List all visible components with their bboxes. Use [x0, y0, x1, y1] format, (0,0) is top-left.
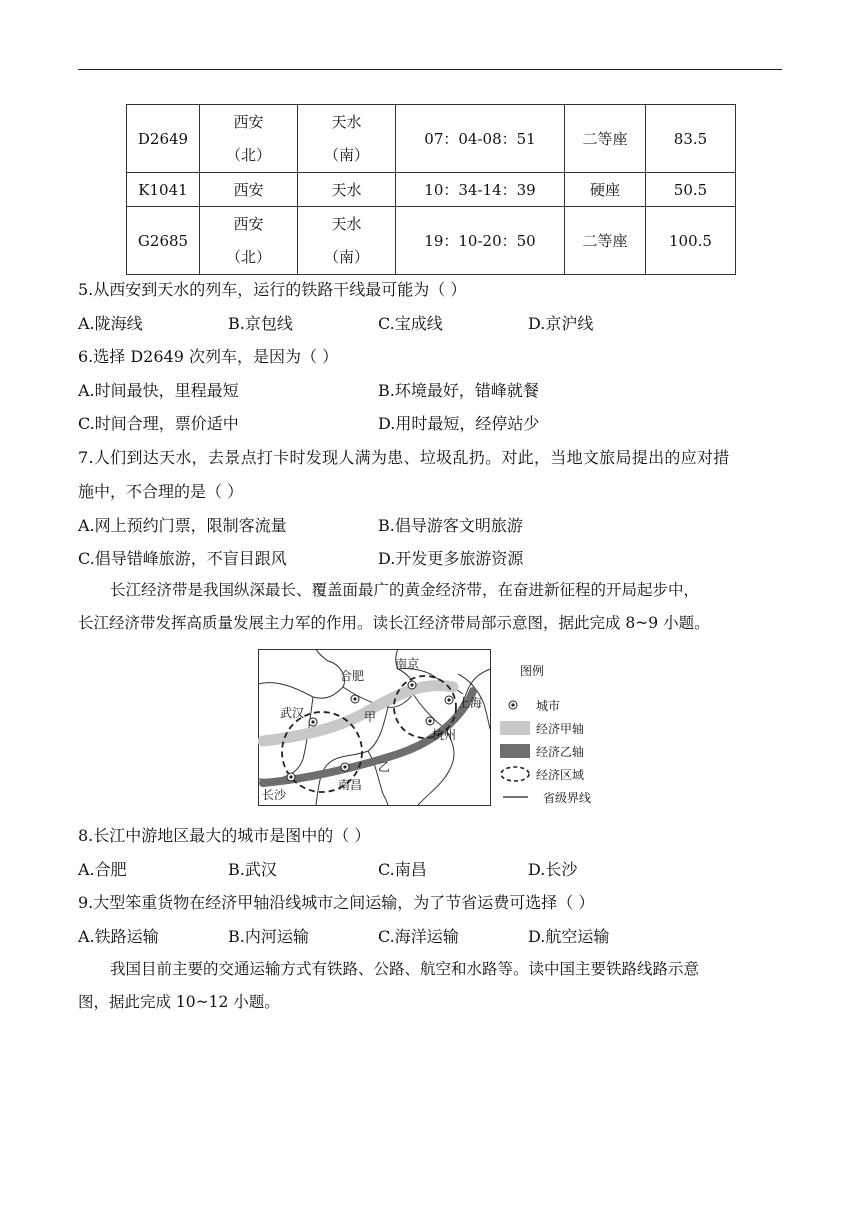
- train-schedule-table: [126, 104, 736, 275]
- legend-axis-yi: 经济乙轴: [536, 745, 585, 759]
- q9-option-b[interactable]: B.内河运输: [228, 927, 309, 946]
- legend-swatch-jia: [500, 721, 530, 735]
- q9-option-a[interactable]: A.铁路运输: [78, 927, 159, 946]
- time-range: 19：10-20：50: [396, 207, 565, 275]
- q9-option-d[interactable]: D.航空运输: [528, 927, 610, 946]
- q7-option-b[interactable]: B.倡导游客文明旅游: [378, 516, 523, 535]
- question-9-stem: 9.大型笨重货物在经济甲轴沿线城市之间运输，为了节省运费可选择（ ）: [78, 893, 595, 912]
- axis-label-yi: 乙: [378, 760, 391, 774]
- q5-option-a[interactable]: A.陇海线: [78, 314, 143, 333]
- arrival-station: 天水 （南）: [298, 207, 396, 275]
- legend-city: 城市: [536, 699, 561, 713]
- train-number: K1041: [127, 173, 200, 207]
- ticket-price: 100.5: [646, 207, 736, 275]
- question-8-stem: 8.长江中游地区最大的城市是图中的（ ）: [78, 826, 371, 845]
- city-label-wuhan: 武汉: [280, 706, 305, 720]
- legend-axis-jia: 经济甲轴: [536, 722, 585, 736]
- q7-option-d[interactable]: D.开发更多旅游资源: [378, 549, 524, 568]
- table-row: [127, 105, 736, 173]
- arrival-station: 天水 （南）: [298, 105, 396, 173]
- q5-option-c[interactable]: C.宝成线: [378, 314, 443, 333]
- q8-option-c[interactable]: C.南昌: [378, 860, 427, 879]
- departure-station: 西安 （北）: [200, 105, 298, 173]
- map-legend: [500, 663, 591, 805]
- seat-class: 二等座: [565, 105, 646, 173]
- ticket-price: 50.5: [646, 173, 736, 207]
- q5-option-b[interactable]: B.京包线: [228, 314, 293, 333]
- question-5-stem: 5.从西安到天水的列车，运行的铁路干线最可能为（ ）: [78, 280, 467, 299]
- train-number: G2685: [127, 207, 200, 275]
- city-label-nanchang: 南昌: [338, 778, 363, 792]
- passage-1-line-2: 长江经济带发挥高质量发展主力军的作用。读长江经济带局部示意图，据此完成 8~9 小题。: [78, 614, 710, 632]
- legend-boundary: 省级界线: [543, 791, 592, 805]
- q7-option-a[interactable]: A.网上预约门票，限制客流量: [78, 516, 287, 535]
- q8-option-a[interactable]: A.合肥: [78, 860, 127, 879]
- passage-1-line-1: 长江经济带是我国纵深最长、覆盖面最广的黄金经济带，在奋进新征程的开局起步中，: [110, 581, 700, 599]
- axis-label-jia: 甲: [364, 710, 377, 724]
- question-7-stem: 7.人们到达天水，去景点打卡时发现人满为患、垃圾乱扔。对此，当地文旅局提出的应对措: [78, 448, 730, 467]
- arrival-station: 天水: [298, 173, 396, 207]
- passage-2-line-2: 图，据此完成 10~12 小题。: [78, 993, 280, 1011]
- q6-option-d[interactable]: D.用时最短，经停站少: [378, 414, 540, 433]
- q6-option-b[interactable]: B.环境最好，错峰就餐: [378, 381, 539, 400]
- time-range: 07：04-08：51: [396, 105, 565, 173]
- q9-option-c[interactable]: C.海洋运输: [378, 927, 459, 946]
- q8-option-b[interactable]: B.武汉: [228, 860, 277, 879]
- city-label-hangzhou: 杭州: [432, 728, 457, 742]
- ticket-price: 83.5: [646, 105, 736, 173]
- legend-swatch-yi: [500, 744, 530, 758]
- departure-station: 西安: [200, 173, 298, 207]
- legend-swatch-region: [501, 767, 529, 781]
- legend-region: 经济区域: [536, 768, 585, 782]
- question-7-stem-cont: 施中，不合理的是（ ）: [78, 482, 244, 501]
- table-row: [127, 173, 736, 207]
- q7-option-c[interactable]: C.倡导错峰旅游，不盲目跟风: [78, 549, 287, 568]
- city-label-changsha: 长沙: [262, 788, 287, 802]
- q6-option-a[interactable]: A.时间最快，里程最短: [78, 381, 239, 400]
- passage-2-line-1: 我国目前主要的交通运输方式有铁路、公路、航空和水路等。读中国主要铁路线路示意: [110, 960, 700, 978]
- city-label-shanghai: 上海: [458, 696, 483, 710]
- city-label-nanjing: 南京: [395, 657, 420, 671]
- train-number: D2649: [127, 105, 200, 173]
- question-6-stem: 6.选择 D2649 次列车，是因为（ ）: [78, 347, 339, 366]
- q5-option-d[interactable]: D.京沪线: [528, 314, 594, 333]
- yangtze-economic-belt-map: [258, 649, 602, 807]
- header-rule: [78, 69, 782, 70]
- q6-option-c[interactable]: C.时间合理，票价适中: [78, 414, 239, 433]
- departure-station: 西安 （北）: [200, 207, 298, 275]
- table-row: [127, 207, 736, 275]
- q8-option-d[interactable]: D.长沙: [528, 860, 578, 879]
- legend-title: 图例: [520, 664, 545, 678]
- city-label-hefei: 合肥: [340, 669, 365, 683]
- seat-class: 硬座: [565, 173, 646, 207]
- seat-class: 二等座: [565, 207, 646, 275]
- time-range: 10：34-14：39: [396, 173, 565, 207]
